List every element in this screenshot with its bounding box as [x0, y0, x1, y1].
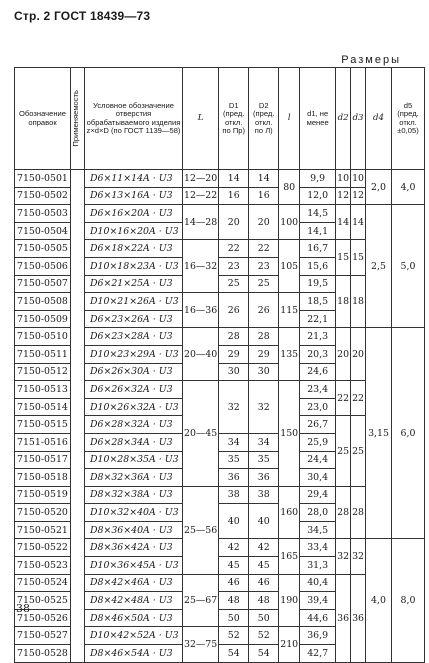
cell-d1: 44,6 — [300, 609, 336, 627]
col-d4: d4 — [366, 68, 392, 170]
cell-D1: 14 — [219, 170, 249, 188]
col-d1: d1, не менее — [300, 68, 336, 170]
cell-uslov: D10×16×20A · U3 — [85, 222, 183, 240]
cell-d1: 28,0 — [300, 504, 336, 522]
cell-D2: 30 — [249, 363, 279, 381]
cell-d1: 15,6 — [300, 257, 336, 275]
cell-uslov: D8×42×48A · U3 — [85, 592, 183, 610]
cell-oboz: 7150-0510 — [15, 328, 71, 346]
cell-d2: 10 — [336, 170, 351, 188]
cell-d2: 20 — [336, 328, 351, 381]
col-l: l — [279, 68, 300, 170]
cell-oboz: 7150-0518 — [15, 469, 71, 487]
cell-d3: 20 — [351, 328, 366, 381]
cell-oboz: 7150-0512 — [15, 363, 71, 381]
cell-oboz: 7150-0521 — [15, 521, 71, 539]
cell-d2: 12 — [336, 187, 351, 205]
cell-L: 25—67 — [183, 574, 219, 627]
cell-d2: 14 — [336, 205, 351, 240]
cell-D1: 32 — [219, 381, 249, 434]
cell-D1: 54 — [219, 645, 249, 663]
cell-uslov: D8×46×50A · U3 — [85, 609, 183, 627]
cell-D1: 40 — [219, 504, 249, 539]
cell-L: 14—28 — [183, 205, 219, 240]
cell-D2: 52 — [249, 627, 279, 645]
cell-oboz: 7150-0527 — [15, 627, 71, 645]
cell-L: 32—75 — [183, 627, 219, 662]
col-oboz: Обозначение оправок — [15, 68, 71, 170]
cell-oboz: 7150-0509 — [15, 310, 71, 328]
cell-uslov: D10×21×26A · U3 — [85, 293, 183, 311]
cell-d1: 18,5 — [300, 293, 336, 311]
cell-d1: 19,5 — [300, 275, 336, 293]
cell-L: 12—22 — [183, 187, 219, 205]
cell-uslov: D8×46×54A · U3 — [85, 645, 183, 663]
cell-l: 80 — [279, 170, 300, 205]
cell-d4: 2,5 — [366, 205, 392, 328]
cell-oboz: 7150-0525 — [15, 592, 71, 610]
cell-d4: 2,0 — [366, 170, 392, 205]
cell-l: 135 — [279, 328, 300, 381]
cell-d2: 18 — [336, 275, 351, 328]
cell-uslov: D8×42×46A · U3 — [85, 574, 183, 592]
cell-d5: 4,0 — [392, 170, 425, 205]
cell-d2: 25 — [336, 416, 351, 486]
cell-D1: 46 — [219, 574, 249, 592]
cell-d3: 28 — [351, 486, 366, 539]
cell-d2: 22 — [336, 381, 351, 416]
table-caption: Размеры — [341, 54, 401, 66]
cell-oboz: 7151-0516 — [15, 433, 71, 451]
cell-uslov: D6×11×14A · U3 — [85, 170, 183, 188]
cell-D1: 38 — [219, 486, 249, 504]
cell-D1: 20 — [219, 205, 249, 240]
cell-oboz: 7150-0507 — [15, 275, 71, 293]
cell-oboz: 7150-0505 — [15, 240, 71, 258]
cell-uslov: D6×26×30A · U3 — [85, 363, 183, 381]
cell-d1: 23,4 — [300, 381, 336, 399]
cell-d3: 10 — [351, 170, 366, 188]
cell-uslov: D6×13×16A · U3 — [85, 187, 183, 205]
cell-d1: 23,0 — [300, 398, 336, 416]
cell-d1: 20,3 — [300, 345, 336, 363]
cell-oboz: 7150-0526 — [15, 609, 71, 627]
cell-oboz: 7150-0504 — [15, 222, 71, 240]
cell-uslov: D10×32×40A · U3 — [85, 504, 183, 522]
cell-D2: 35 — [249, 451, 279, 469]
cell-D2: 26 — [249, 293, 279, 328]
cell-oboz: 7150-0506 — [15, 257, 71, 275]
cell-d1: 26,7 — [300, 416, 336, 434]
cell-d1: 16,7 — [300, 240, 336, 258]
cell-oboz: 7150-0522 — [15, 539, 71, 557]
cell-D1: 36 — [219, 469, 249, 487]
cell-uslov: D6×26×32A · U3 — [85, 381, 183, 399]
cell-d4: 3,15 — [366, 328, 392, 539]
cell-uslov: D10×26×32A · U3 — [85, 398, 183, 416]
cell-d4: 4,0 — [366, 539, 392, 662]
cell-d1: 24,6 — [300, 363, 336, 381]
cell-uslov: D8×36×42A · U3 — [85, 539, 183, 557]
cell-uslov: D8×32×36A · U3 — [85, 469, 183, 487]
cell-D1: 50 — [219, 609, 249, 627]
cell-d2: 32 — [336, 539, 351, 574]
cell-D2: 54 — [249, 645, 279, 663]
cell-d1: 12,0 — [300, 187, 336, 205]
cell-D2: 22 — [249, 240, 279, 258]
col-D2: D2 (пред. откл. по Л) — [249, 68, 279, 170]
table-row — [15, 170, 425, 188]
cell-D2: 48 — [249, 592, 279, 610]
cell-d1: 24,4 — [300, 451, 336, 469]
cell-d3: 22 — [351, 381, 366, 416]
cell-l: 210 — [279, 627, 300, 662]
cell-l: 105 — [279, 240, 300, 293]
cell-prim — [71, 170, 85, 663]
cell-L: 25—56 — [183, 486, 219, 574]
cell-oboz: 7150-0501 — [15, 170, 71, 188]
cell-uslov: D8×36×40A · U3 — [85, 521, 183, 539]
cell-D1: 35 — [219, 451, 249, 469]
cell-d2: 15 — [336, 240, 351, 275]
cell-d3: 18 — [351, 275, 366, 328]
cell-d1: 42,7 — [300, 645, 336, 663]
cell-uslov: D8×32×38A · U3 — [85, 486, 183, 504]
cell-D2: 32 — [249, 381, 279, 434]
cell-L: 20—45 — [183, 381, 219, 487]
cell-uslov: D6×28×34A · U3 — [85, 433, 183, 451]
cell-oboz: 7150-0503 — [15, 205, 71, 223]
cell-d3: 36 — [351, 574, 366, 662]
cell-d1: 21,3 — [300, 328, 336, 346]
cell-uslov: D10×28×35A · U3 — [85, 451, 183, 469]
page-number: 38 — [16, 602, 30, 615]
cell-d1: 31,3 — [300, 557, 336, 575]
cell-uslov: D6×16×20A · U3 — [85, 205, 183, 223]
cell-D2: 40 — [249, 504, 279, 539]
cell-d1: 30,4 — [300, 469, 336, 487]
col-d5: d5 (пред. откл. ±0,05) — [392, 68, 425, 170]
cell-oboz: 7150-0524 — [15, 574, 71, 592]
cell-oboz: 7150-0515 — [15, 416, 71, 434]
cell-oboz: 7150-0513 — [15, 381, 71, 399]
cell-D1: 48 — [219, 592, 249, 610]
cell-oboz: 7150-0517 — [15, 451, 71, 469]
cell-D2: 29 — [249, 345, 279, 363]
cell-oboz: 7150-0519 — [15, 486, 71, 504]
cell-L: 20—40 — [183, 328, 219, 381]
cell-D2: 34 — [249, 433, 279, 451]
cell-d3: 12 — [351, 187, 366, 205]
cell-D1: 23 — [219, 257, 249, 275]
cell-uslov: D10×23×29A · U3 — [85, 345, 183, 363]
cell-d1: 33,4 — [300, 539, 336, 557]
cell-D1: 34 — [219, 433, 249, 451]
cell-d1: 25,9 — [300, 433, 336, 451]
cell-D2: 38 — [249, 486, 279, 504]
cell-oboz: 7150-0502 — [15, 187, 71, 205]
cell-l: 165 — [279, 539, 300, 574]
cell-uslov: D10×18×23A · U3 — [85, 257, 183, 275]
cell-l: 115 — [279, 293, 300, 328]
col-L: L — [183, 68, 219, 170]
cell-D1: 52 — [219, 627, 249, 645]
cell-D1: 22 — [219, 240, 249, 258]
cell-l: 190 — [279, 574, 300, 627]
cell-L: 16—32 — [183, 240, 219, 293]
cell-uslov: D6×18×22A · U3 — [85, 240, 183, 258]
cell-D2: 50 — [249, 609, 279, 627]
cell-d1: 14,5 — [300, 205, 336, 223]
cell-uslov: D6×28×32A · U3 — [85, 416, 183, 434]
cell-d1: 36,9 — [300, 627, 336, 645]
cell-oboz: 7150-0514 — [15, 398, 71, 416]
cell-L: 12—20 — [183, 170, 219, 188]
cell-D2: 42 — [249, 539, 279, 557]
page-header: Стр. 2 ГОСТ 18439—73 — [14, 9, 151, 23]
cell-uslov: D6×21×25A · U3 — [85, 275, 183, 293]
cell-D1: 25 — [219, 275, 249, 293]
cell-d1: 14,1 — [300, 222, 336, 240]
col-d2: d2 — [336, 68, 351, 170]
col-d3: d3 — [351, 68, 366, 170]
cell-D2: 28 — [249, 328, 279, 346]
cell-D1: 16 — [219, 187, 249, 205]
cell-L: 16—36 — [183, 293, 219, 328]
col-prim: Применяемость — [71, 68, 85, 170]
table-body — [15, 170, 425, 663]
cell-D1: 26 — [219, 293, 249, 328]
cell-l: 100 — [279, 205, 300, 240]
cell-d1: 29,4 — [300, 486, 336, 504]
col-uslov: Условное обозначение отверстия обрабатываемого изделия z×d×D (по ГОСТ 1139—58) — [85, 68, 183, 170]
col-D1: D1 (пред. откл. по Пр) — [219, 68, 249, 170]
cell-uslov: D10×42×52A · U3 — [85, 627, 183, 645]
cell-D1: 42 — [219, 539, 249, 557]
cell-uslov: D6×23×28A · U3 — [85, 328, 183, 346]
cell-D2: 25 — [249, 275, 279, 293]
cell-oboz: 7150-0528 — [15, 645, 71, 663]
cell-oboz: 7150-0523 — [15, 557, 71, 575]
cell-d2: 28 — [336, 486, 351, 539]
cell-D2: 14 — [249, 170, 279, 188]
cell-d1: 9,9 — [300, 170, 336, 188]
cell-D1: 30 — [219, 363, 249, 381]
cell-d1: 34,5 — [300, 521, 336, 539]
cell-l: 160 — [279, 486, 300, 539]
cell-D1: 28 — [219, 328, 249, 346]
cell-D2: 20 — [249, 205, 279, 240]
cell-D2: 16 — [249, 187, 279, 205]
cell-D2: 23 — [249, 257, 279, 275]
cell-uslov: D10×36×45A · U3 — [85, 557, 183, 575]
cell-oboz: 7150-0511 — [15, 345, 71, 363]
cell-d2: 36 — [336, 574, 351, 662]
cell-d5: 5,0 — [392, 205, 425, 328]
dimensions-table — [14, 67, 425, 663]
cell-d3: 15 — [351, 240, 366, 275]
cell-oboz: 7150-0508 — [15, 293, 71, 311]
cell-d1: 22,1 — [300, 310, 336, 328]
cell-D2: 46 — [249, 574, 279, 592]
cell-d5: 6,0 — [392, 328, 425, 539]
cell-oboz: 7150-0520 — [15, 504, 71, 522]
cell-d3: 14 — [351, 205, 366, 240]
cell-D2: 45 — [249, 557, 279, 575]
cell-D1: 29 — [219, 345, 249, 363]
cell-d3: 25 — [351, 416, 366, 486]
cell-D1: 45 — [219, 557, 249, 575]
cell-d3: 32 — [351, 539, 366, 574]
cell-D2: 36 — [249, 469, 279, 487]
cell-d1: 39,4 — [300, 592, 336, 610]
cell-d1: 40,4 — [300, 574, 336, 592]
cell-uslov: D6×23×26A · U3 — [85, 310, 183, 328]
cell-l: 150 — [279, 381, 300, 487]
cell-d5: 8,0 — [392, 539, 425, 662]
